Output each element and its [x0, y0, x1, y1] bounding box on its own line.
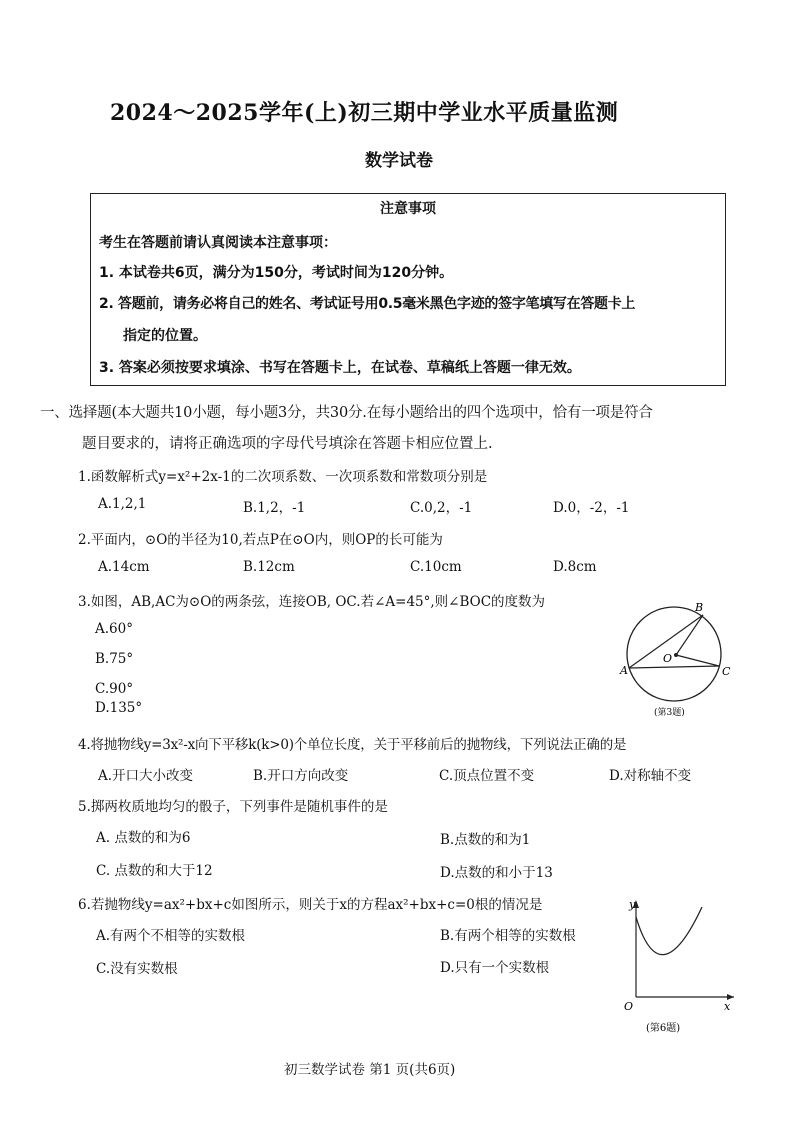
notice-box	[90, 193, 726, 386]
notice-item-2: 2. 答题前，请务必将自己的姓名、考试证号用0.5毫米黑色字迹的签字笔填写在答题卡上	[99, 296, 636, 312]
notice-heading: 注意事项	[380, 201, 436, 217]
center-dot	[674, 653, 678, 657]
question-3-option-d: D.135°	[95, 700, 143, 716]
question-4-option-c: C.顶点位置不变	[439, 768, 535, 784]
question-1-option-a: A.1,2,1	[98, 496, 147, 512]
figure-6-caption: (第6题)	[646, 1023, 681, 1034]
question-4-option-a: A.开口大小改变	[98, 768, 194, 784]
question-6-option-d: D.只有一个实数根	[440, 960, 550, 976]
question-5-option-a: A. 点数的和为6	[96, 830, 191, 846]
label-a: A	[620, 664, 628, 677]
question-5-stem: 5.掷两枚质地均匀的骰子，下列事件是随机事件的是	[78, 799, 388, 815]
page-title: 2024～2025学年(上)初三期中学业水平质量监测	[110, 100, 619, 126]
question-6-option-a: A.有两个不相等的实数根	[96, 928, 246, 944]
label-b: B	[695, 601, 704, 614]
question-1-option-d: D.0，-2，-1	[553, 500, 630, 516]
question-6-option-b: B.有两个相等的实数根	[440, 928, 576, 944]
label-c: C	[722, 665, 731, 678]
notice-item-3: 3. 答案必须按要求填涂、书写在答题卡上，在试卷、草稿纸上答题一律无效。	[99, 360, 581, 376]
section-1-instructions-cont: 题目要求的，请将正确选项的字母代号填涂在答题卡相应位置上.	[82, 436, 493, 452]
question-4-option-b: B.开口方向改变	[253, 768, 349, 784]
question-3-option-a: A.60°	[95, 621, 133, 637]
question-3-circle-figure	[606, 598, 746, 720]
section-1-instructions: 一、选择题(本大题共10小题，每小题3分，共30分.在每小题给出的四个选项中，恰有一项是符合	[40, 405, 653, 421]
question-4-stem: 4.将抛物线y=3x²-x向下平移k(k>0)个单位长度，关于平移前后的抛物线，下列说法正确的是	[78, 737, 627, 753]
question-1-stem: 1.函数解析式y=x²+2x-1的二次项系数、一次项系数和常数项分别是	[78, 469, 488, 485]
segment-oc	[676, 655, 719, 666]
question-1-option-c: C.0,2，-1	[410, 500, 473, 516]
label-o: O	[663, 652, 673, 665]
question-4-option-d: D.对称轴不变	[609, 768, 692, 784]
question-2-option-b: B.12cm	[243, 559, 295, 575]
question-6-stem: 6.若抛物线y=ax²+bx+c如图所示，则关于x的方程ax²+bx+c=0根的情况是	[78, 897, 543, 913]
parabola-curve	[636, 907, 702, 955]
question-3-option-c: C.90°	[95, 681, 134, 697]
label-x: x	[724, 1000, 731, 1013]
question-5-option-c: C. 点数的和大于12	[96, 863, 213, 879]
question-2-option-c: C.10cm	[410, 559, 462, 575]
page-subtitle: 数学试卷	[365, 151, 433, 171]
question-6-parabola-figure	[612, 892, 742, 1044]
notice-item-1: 1. 本试卷共6页，满分为150分，考试时间为120分钟。	[99, 265, 454, 281]
question-3-option-b: B.75°	[95, 651, 134, 667]
question-5-option-b: B.点数的和为1	[440, 832, 531, 848]
notice-item-2-cont: 指定的位置。	[123, 328, 207, 344]
question-2-option-d: D.8cm	[553, 559, 597, 575]
chord-ac	[629, 666, 719, 668]
label-y: y	[629, 898, 636, 911]
question-2-option-a: A.14cm	[98, 559, 150, 575]
notice-intro: 考生在答题前请认真阅读本注意事项：	[99, 235, 337, 251]
question-1-option-b: B.1,2，-1	[243, 500, 306, 516]
segment-ob	[676, 615, 703, 655]
question-5-option-d: D.点数的和小于13	[440, 865, 553, 881]
label-origin: O	[624, 1000, 634, 1013]
question-3-stem: 3.如图，AB,AC为⊙O的两条弦，连接OB, OC.若∠A=45°,则∠BOC的度数为	[78, 594, 546, 610]
figure-3-caption: (第3题)	[654, 708, 685, 718]
question-6-option-c: C.没有实数根	[96, 961, 178, 977]
circle-o	[627, 607, 721, 701]
page-footer: 初三数学试卷 第1 页(共6页)	[284, 1062, 456, 1078]
question-2-stem: 2.平面内，⊙O的半径为10,若点P在⊙O内，则OP的长可能为	[78, 532, 443, 548]
